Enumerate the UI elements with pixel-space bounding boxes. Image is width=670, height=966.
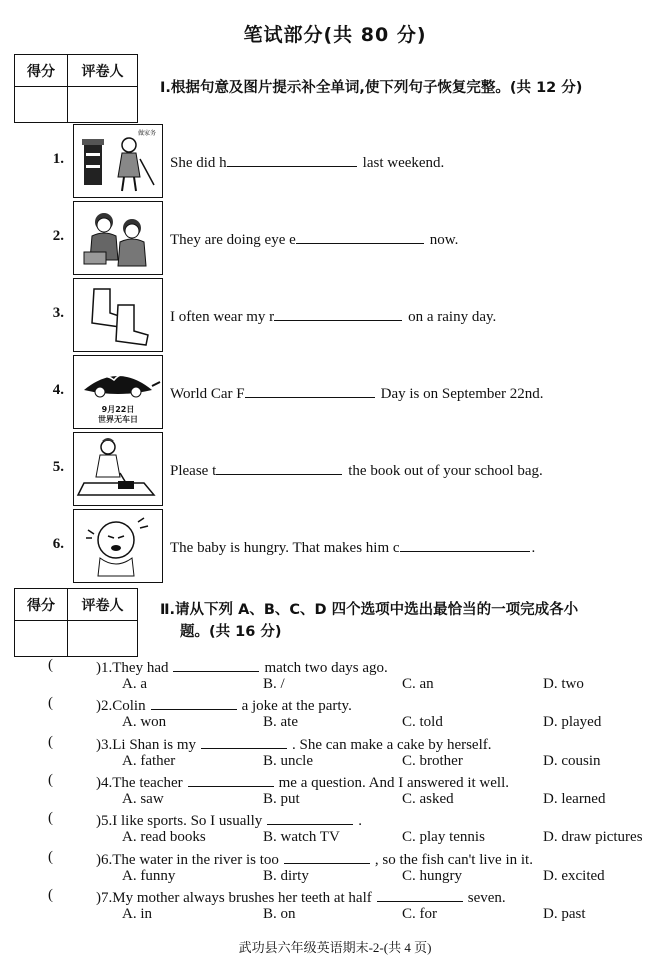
score-label: 得分 bbox=[15, 589, 68, 621]
option-d[interactable]: D. draw pictures bbox=[543, 829, 643, 845]
take-book-picture-icon bbox=[73, 432, 163, 506]
section-2-heading-line1: Ⅱ.请从下列 A、B、C、D 四个选项中选出最恰当的一项完成各小 bbox=[160, 602, 579, 618]
housework-picture-icon bbox=[73, 124, 163, 198]
sentence-start: I often wear my r bbox=[170, 309, 275, 325]
answer-blank[interactable] bbox=[216, 460, 342, 475]
option-b[interactable]: B. put bbox=[263, 791, 300, 807]
eye-exercises-picture-icon bbox=[73, 201, 163, 275]
option-d[interactable]: D. past bbox=[543, 906, 586, 922]
question-stem bbox=[96, 772, 509, 792]
option-d[interactable]: D. learned bbox=[543, 791, 606, 807]
sentence-start: They are doing eye e bbox=[170, 232, 296, 248]
score-box-2 bbox=[14, 588, 138, 657]
item-number: 5. bbox=[52, 459, 64, 475]
option-c[interactable]: C. play tennis bbox=[402, 829, 485, 845]
score-field[interactable] bbox=[15, 621, 68, 657]
answer-blank[interactable] bbox=[173, 657, 259, 672]
sentence bbox=[170, 306, 496, 326]
stem-end: . bbox=[358, 813, 362, 829]
sentence-start: World Car F bbox=[170, 386, 245, 402]
option-a[interactable]: A. funny bbox=[122, 868, 176, 884]
question-number: )2. bbox=[96, 698, 113, 714]
grader-field[interactable] bbox=[68, 621, 138, 657]
stem-end: , so the fish can't live in it. bbox=[374, 852, 533, 868]
sentence bbox=[170, 152, 444, 172]
answer-blank[interactable] bbox=[188, 772, 274, 787]
stem-start: The water in the river is too bbox=[112, 852, 279, 868]
option-d[interactable]: D. two bbox=[543, 676, 584, 692]
stem-start: My mother always brushes her teeth at half bbox=[112, 890, 372, 906]
option-a[interactable]: A. saw bbox=[122, 791, 164, 807]
stem-start: They had bbox=[112, 660, 169, 676]
question-stem bbox=[96, 695, 352, 715]
sentence-end: . bbox=[531, 540, 536, 556]
option-c[interactable]: C. hungry bbox=[402, 868, 462, 884]
picture-caption-date: 9月22日 bbox=[101, 405, 135, 414]
answer-paren[interactable]: ( bbox=[48, 810, 53, 826]
item-number: 4. bbox=[52, 382, 64, 398]
answer-paren[interactable]: ( bbox=[48, 734, 53, 750]
picture-caption-title: 世界无车日 bbox=[98, 415, 138, 424]
question-number: )1. bbox=[96, 660, 113, 676]
page-title: 笔试部分(共 80 分) bbox=[243, 24, 427, 46]
option-c[interactable]: C. asked bbox=[402, 791, 454, 807]
crying-baby-picture-icon bbox=[73, 509, 163, 583]
sentence bbox=[170, 460, 543, 480]
svg-text:做家务: 做家务 bbox=[138, 131, 157, 137]
option-b[interactable]: B. uncle bbox=[263, 753, 313, 769]
answer-blank[interactable] bbox=[201, 734, 287, 749]
item-number: 2. bbox=[52, 228, 64, 244]
score-field[interactable] bbox=[15, 87, 68, 123]
question-number: )3. bbox=[96, 737, 113, 753]
option-d[interactable]: D. excited bbox=[543, 868, 605, 884]
grader-label: 评卷人 bbox=[68, 55, 138, 87]
stem-start: I like sports. So I usually bbox=[112, 813, 263, 829]
option-d[interactable]: D. cousin bbox=[543, 753, 601, 769]
stem-start: Li Shan is my bbox=[112, 737, 197, 753]
answer-paren[interactable]: ( bbox=[48, 695, 53, 711]
option-d[interactable]: D. played bbox=[543, 714, 602, 730]
answer-blank[interactable] bbox=[245, 383, 375, 398]
option-c[interactable]: C. told bbox=[402, 714, 443, 730]
stem-end: match two days ago. bbox=[264, 660, 388, 676]
question-stem bbox=[96, 657, 388, 677]
stem-end: . She can make a cake by herself. bbox=[292, 737, 492, 753]
item-number: 6. bbox=[52, 536, 64, 552]
answer-blank[interactable] bbox=[284, 849, 370, 864]
answer-blank[interactable] bbox=[296, 229, 424, 244]
stem-end: seven. bbox=[467, 890, 506, 906]
option-a[interactable]: A. read books bbox=[122, 829, 206, 845]
question-stem bbox=[96, 810, 362, 830]
page-footer: 武功县六年级英语期末-2-(共 4 页) bbox=[238, 940, 432, 955]
section-1-heading: Ⅰ.根据句意及图片提示补全单词,使下列句子恢复完整。(共 12 分) bbox=[160, 80, 583, 96]
rain-boots-picture-icon bbox=[73, 278, 163, 352]
question-number: )7. bbox=[96, 890, 113, 906]
stem-start: The teacher bbox=[112, 775, 183, 791]
option-a[interactable]: A. father bbox=[122, 753, 176, 769]
section-2-heading-line2: 题。(共 16 分) bbox=[180, 624, 282, 640]
sentence bbox=[170, 537, 535, 557]
option-b[interactable]: B. dirty bbox=[263, 868, 309, 884]
sentence-end: Day is on September 22nd. bbox=[380, 386, 544, 402]
option-c[interactable]: C. for bbox=[402, 906, 437, 922]
answer-blank[interactable] bbox=[151, 695, 237, 710]
option-a[interactable]: A. won bbox=[122, 714, 167, 730]
question-stem bbox=[96, 849, 533, 869]
stem-start: Colin bbox=[112, 698, 146, 714]
option-a[interactable]: A. a bbox=[122, 676, 147, 692]
option-c[interactable]: C. an bbox=[402, 676, 434, 692]
answer-blank[interactable] bbox=[377, 887, 463, 902]
option-b[interactable]: B. ate bbox=[263, 714, 298, 730]
answer-blank[interactable] bbox=[400, 537, 530, 552]
question-stem bbox=[96, 734, 492, 754]
option-b[interactable]: B. on bbox=[263, 906, 296, 922]
sentence-end: last weekend. bbox=[362, 155, 445, 171]
grader-label: 评卷人 bbox=[68, 589, 138, 621]
answer-paren[interactable]: ( bbox=[48, 849, 53, 865]
sentence bbox=[170, 229, 458, 249]
sentence-end: on a rainy day. bbox=[408, 309, 497, 325]
question-number: )6. bbox=[96, 852, 113, 868]
sentence-end: the book out of your school bag. bbox=[348, 463, 543, 479]
answer-paren[interactable]: ( bbox=[48, 772, 53, 788]
stem-end: me a question. And I answered it well. bbox=[278, 775, 509, 791]
question-number: )4. bbox=[96, 775, 113, 791]
sentence-end: now. bbox=[429, 232, 459, 248]
car-free-day-picture-icon bbox=[73, 355, 163, 429]
item-number: 1. bbox=[52, 151, 64, 167]
item-number: 3. bbox=[52, 305, 64, 321]
option-b[interactable]: B. / bbox=[263, 676, 285, 692]
question-number: )5. bbox=[96, 813, 113, 829]
option-b[interactable]: B. watch TV bbox=[263, 829, 340, 845]
stem-end: a joke at the party. bbox=[241, 698, 352, 714]
grader-field[interactable] bbox=[68, 87, 138, 123]
sentence-start: Please t bbox=[170, 463, 217, 479]
answer-blank[interactable] bbox=[227, 152, 357, 167]
answer-paren[interactable]: ( bbox=[48, 887, 53, 903]
answer-blank[interactable] bbox=[267, 810, 353, 825]
answer-paren[interactable]: ( bbox=[48, 657, 53, 673]
answer-blank[interactable] bbox=[274, 306, 402, 321]
sentence bbox=[170, 383, 544, 403]
sentence-start: The baby is hungry. That makes him c bbox=[170, 540, 400, 556]
score-label: 得分 bbox=[15, 55, 68, 87]
sentence-start: She did h bbox=[170, 155, 227, 171]
option-a[interactable]: A. in bbox=[122, 906, 152, 922]
score-box-1 bbox=[14, 54, 138, 123]
question-stem bbox=[96, 887, 506, 907]
option-c[interactable]: C. brother bbox=[402, 753, 463, 769]
